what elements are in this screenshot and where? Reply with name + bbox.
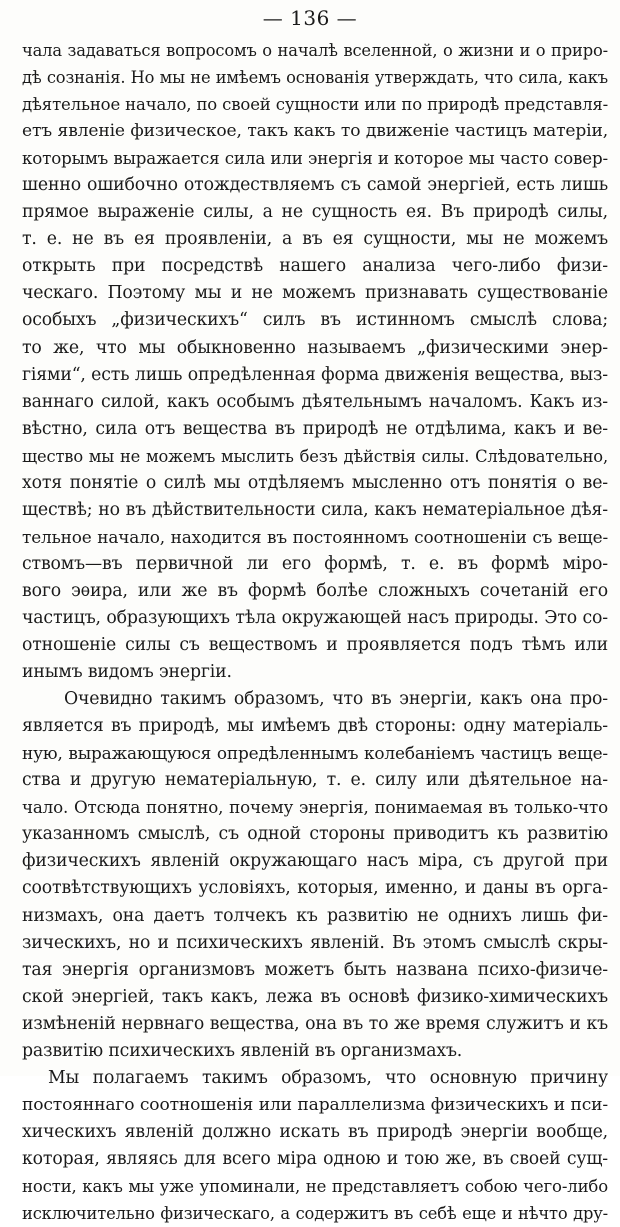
text-line: вѣстно, сила отъ вещества въ природѣ не отдѣлима, какъ и ве-	[22, 418, 608, 439]
text-line: ную, выражающуюся опредѣленнымъ колебаніемъ частицъ веще-	[22, 743, 608, 764]
text-line: особыхъ „физическихъ“ силъ въ истинномъ смыслѣ слова;	[22, 310, 608, 331]
text-line: открыть при посредствѣ нашего анализа чего-либо физи-	[22, 256, 608, 277]
text-line: постояннаго соотношенія или параллелизма физическихъ и пси-	[22, 1094, 608, 1115]
text-line: исключительно физическаго, а содержитъ въ себѣ еще и нѣчто дру-	[22, 1204, 608, 1224]
text-line: отношеніе силы съ веществомъ и проявляется подъ тѣмъ или	[22, 635, 608, 656]
text-line: Очевидно такимъ образомъ, что въ энергіи, какъ она про-	[64, 689, 608, 710]
text-line: ской энергіей, такъ какъ, лежа въ основѣ физико-химическихъ	[22, 986, 608, 1007]
page-number: — 136 —	[262, 6, 358, 30]
text-line: етъ явленіе физическое, такъ какъ то движеніе частицъ матеріи,	[22, 121, 608, 142]
text-line: то же, что мы обыкновенно называемъ „физическими энер-	[22, 337, 608, 358]
text-line: тельное начало, находится въ постоянномъ соотношеніи съ веще-	[22, 526, 608, 547]
text-line: хотя понятіе о силѣ мы отдѣляемъ мысленно отъ понятія о ве-	[22, 472, 608, 493]
text-line: инымъ видомъ энергіи.	[22, 662, 232, 683]
text-line: указанномъ смыслѣ, съ одной стороны приводитъ къ развитію	[22, 824, 608, 845]
text-line: измѣненій нервнаго вещества, она въ то же время служитъ и къ	[22, 1013, 608, 1034]
text-line: шенно ошибочно отождествляемъ съ самой энергіей, есть лишь	[22, 175, 608, 196]
text-line: низмахъ, она даетъ толчекъ къ развитію не однихъ лишь фи-	[22, 905, 608, 926]
text-line: дѣ сознанія. Но мы не имѣемъ основанія утверждать, что сила, какъ	[22, 68, 608, 88]
text-line: является въ природѣ, мы имѣемъ двѣ стороны: одну матеріаль-	[22, 716, 608, 737]
body-text	[22, 37, 608, 1227]
text-line: ческаго. Поэтому мы и не можемъ признавать существованіе	[22, 283, 608, 304]
text-line: гіями“, есть лишь опредѣленная форма движенія вещества, выз-	[22, 364, 608, 385]
text-line: тая энергія организмовъ можетъ быть названа психо-физиче-	[22, 959, 608, 980]
text-line: ваннаго силой, какъ особымъ дѣятельнымъ началомъ. Какъ из-	[22, 391, 608, 412]
text-line: щество мы не можемъ мыслить безъ дѣйствія силы. Слѣдовательно,	[22, 446, 608, 466]
text-line: хическихъ явленій должно искать въ природѣ энергіи вообще,	[22, 1121, 608, 1142]
text-line: которымъ выражается сила или энергія и которое мы часто совер-	[22, 148, 608, 169]
text-line: прямое выраженіе силы, а не сущность ея. Въ природѣ силы,	[22, 202, 608, 223]
text-line: ства и другую нематеріальную, т. е. силу или дѣятельное на-	[22, 770, 608, 791]
text-line: частицъ, образующихъ тѣла окружающей насъ природы. Это со-	[22, 607, 608, 628]
text-line: вого эѳира, или же въ формѣ болѣе сложныхъ сочетаній его	[22, 580, 608, 601]
text-line: чала задаваться вопросомъ о началѣ вселенной, о жизни и о приро-	[22, 41, 608, 60]
text-line: ствомъ—въ первичной ли его формѣ, т. е. въ формѣ міро-	[22, 553, 608, 574]
text-line: чало. Отсюда понятно, почему энергія, понимаемая въ только-что	[22, 797, 608, 818]
text-line: ности, какъ мы уже упоминали, не представляетъ собою чего-либо	[22, 1176, 608, 1196]
text-line: развитію психическихъ явленій въ организмахъ.	[22, 1040, 463, 1061]
text-line: зическихъ, но и психическихъ явленій. Въ этомъ смыслѣ скры-	[22, 932, 608, 953]
text-line: т. е. не въ ея проявленіи, а въ ея сущности, мы не можемъ	[22, 229, 608, 250]
text-line: которая, являясь для всего міра одною и тою же, въ своей сущ-	[22, 1148, 608, 1169]
text-line: Мы полагаемъ такимъ образомъ, что основную причину	[48, 1067, 608, 1088]
text-line: ществѣ; но въ дѣйствительности сила, какъ нематеріальное дѣя-	[22, 499, 608, 520]
text-line: дѣятельное начало, по своей сущности или по природѣ представля-	[22, 95, 608, 115]
text-line: соотвѣтствующихъ условіяхъ, которыя, именно, и даны въ орга-	[22, 878, 608, 899]
text-line: физическихъ явленій окружающаго насъ міра, съ другой при	[22, 851, 608, 872]
